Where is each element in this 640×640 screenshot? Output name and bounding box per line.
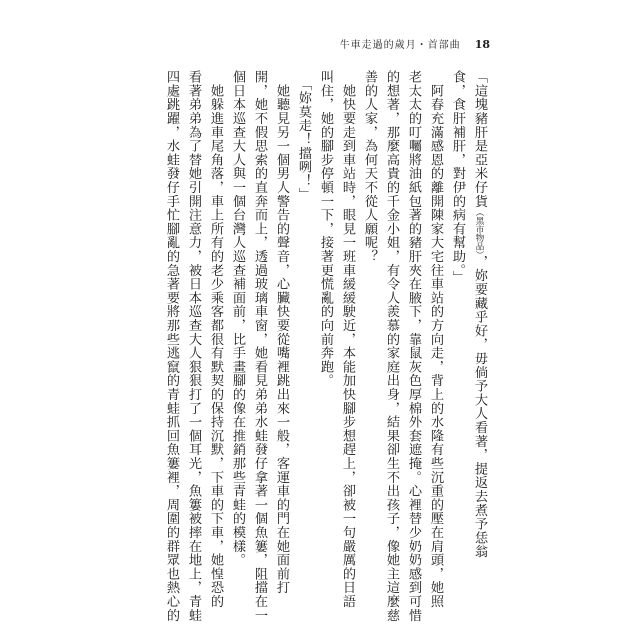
- line-text: ，妳要藏乎好，毋倘予大人看著，提返去煮予恁翁: [472, 254, 487, 559]
- text-line: [248, 70, 270, 622]
- text-line: [292, 70, 314, 580]
- text-line: [160, 70, 182, 622]
- text-line: [226, 70, 248, 580]
- line-text: 看著弟弟為了替她引開注意力，被日本巡查大人狠狠打了一個耳光，魚簍被摔在地上，青蛙: [186, 70, 201, 622]
- line-text: 開，她不假思索的直奔而上，透過玻璃車窗，她看見弟弟水蛙發仔拿著一個魚簍，阻擋在一: [252, 70, 267, 622]
- line-text: 阿春充滿感恩的離開陳家大宅往車站的方向走，背上的水隆有些沉重的壓在肩頭，她照: [428, 70, 443, 609]
- text-line: [380, 70, 402, 622]
- text-line: [182, 70, 204, 622]
- body-text: [160, 70, 490, 622]
- text-line: [402, 70, 424, 622]
- line-text: 四處跳躍，水蛙發仔手忙腳亂的急著要將那些逃竄的青蛙抓回魚簍裡，周圍的群眾也熱心的: [164, 70, 179, 622]
- text-line: [468, 70, 490, 580]
- line-text: 食，食肝補肝，對伊的病有幫助。」: [450, 70, 465, 285]
- line-text: 善的人家，為何天不從人願呢？: [362, 70, 377, 264]
- text-line: [204, 70, 226, 609]
- line-text: 個日本巡查大人與一個台灣人巡查補面前，比手畫腳的像在推銷那些青蛙的模樣。: [230, 70, 245, 567]
- line-text: 她躲進車尾角落，車上所有的老少乘客都很有默契的保持沉默，下車的下車，她惶恐的: [208, 70, 223, 609]
- line-text: 老太太的叮囑將油紙包著的豬肝夾在腋下，靠鼠灰色厚棉外套遮掩。心裡替少奶奶感到可惜: [406, 70, 421, 622]
- header-title: 牛車走過的歲月・首部曲: [339, 40, 461, 51]
- page-number: 18: [474, 38, 490, 51]
- line-text: 叫住，她的腳步停頓一下，接著更慌亂的向前奔跑。: [318, 70, 333, 388]
- text-line: [446, 70, 468, 580]
- text-line: [314, 70, 336, 580]
- line-text: 「這塊豬肝是亞米仔貨: [472, 70, 487, 208]
- line-text: 她快要走到車站時，眼見一班車緩緩駛近，本能加快腳步想趕上，卻被一句嚴厲的日語: [340, 70, 355, 609]
- inline-annotation: （黑市物品）: [474, 208, 484, 255]
- text-line: [270, 70, 292, 595]
- text-line: [358, 70, 380, 580]
- text-line: [336, 70, 358, 609]
- running-header: [340, 36, 490, 51]
- line-text: 「妳莫走！擋咧！」: [296, 70, 311, 202]
- line-text: 的想著，那麼高貴的千金小姐，有令人羨慕的家庭出身，結果卻生不出孩子，像她主這麼慈: [384, 70, 399, 622]
- text-line: [424, 70, 446, 609]
- line-text: 她聽見另一個男人警告的聲音，心臟快要從嘴裡跳出來一般，客運車的門在她面前打: [274, 70, 289, 595]
